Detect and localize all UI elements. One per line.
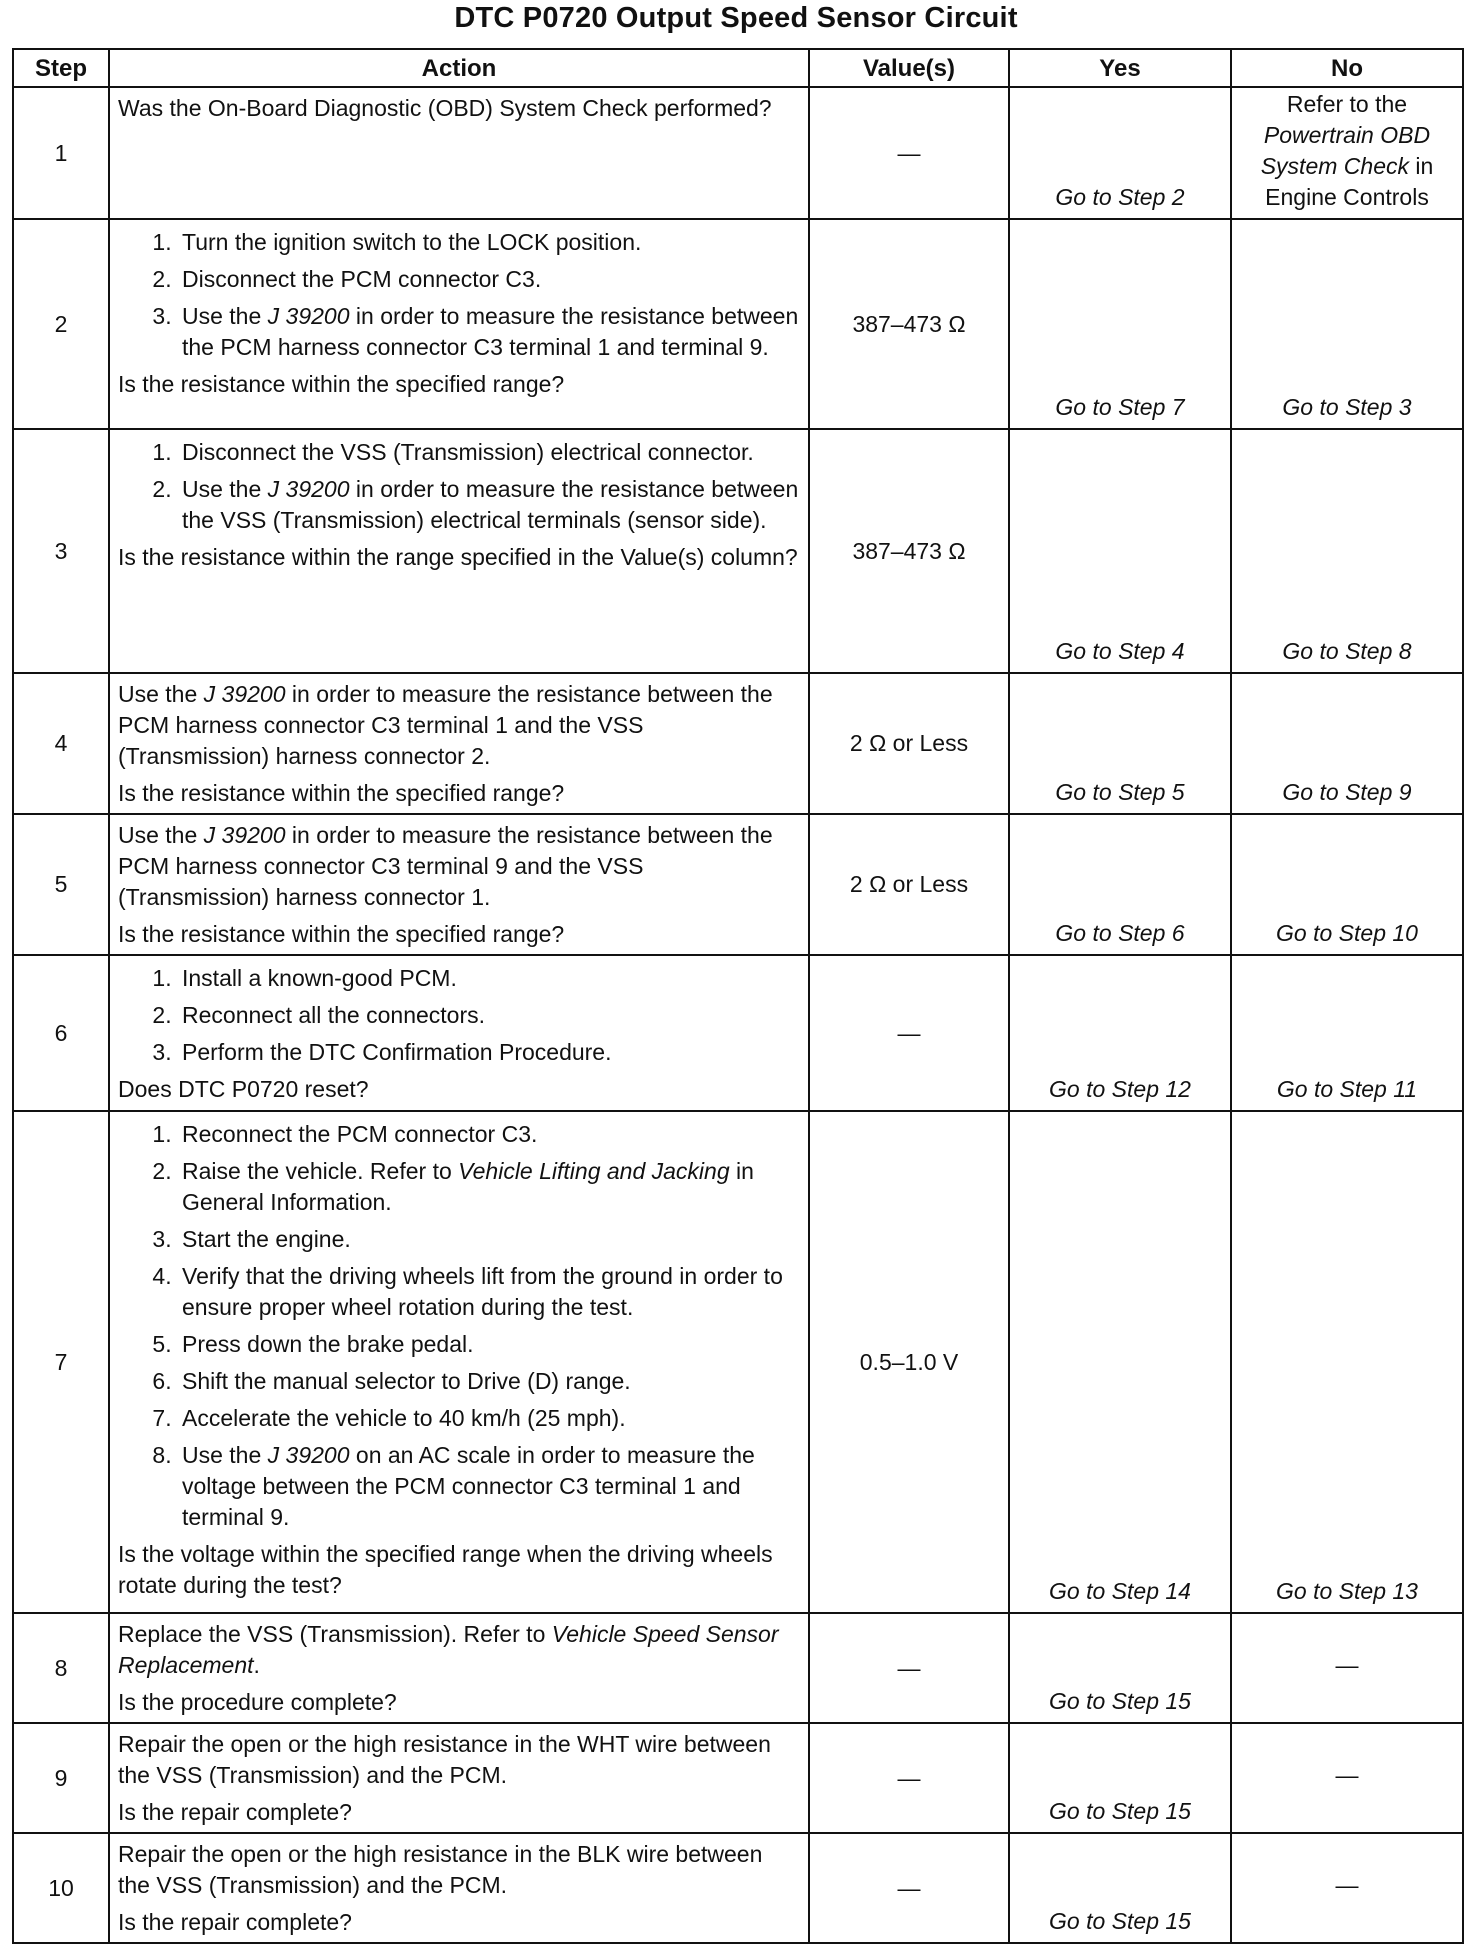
table-row xyxy=(13,1613,1463,1723)
table-row xyxy=(13,814,1463,955)
header-value: Value(s) xyxy=(809,49,1009,87)
procedure-step: 1. Install a known-good PCM. xyxy=(178,963,800,994)
procedure-list xyxy=(118,227,800,363)
no-ref-text: in xyxy=(1408,153,1434,179)
yes-cell: Go to Step 6 xyxy=(1009,814,1231,955)
no-cell: Go to Step 11 xyxy=(1231,955,1463,1111)
procedure-step: 6. Shift the manual selector to Drive (D) range. xyxy=(178,1366,800,1397)
action-question: Is the resistance within the specified range? xyxy=(118,371,565,397)
yes-cell: Go to Step 15 xyxy=(1009,1613,1231,1723)
action-question: Does DTC P0720 reset? xyxy=(118,1076,369,1102)
tool-name: J 39200 xyxy=(267,303,350,329)
no-cell: Go to Step 13 xyxy=(1231,1111,1463,1613)
no-cell: — xyxy=(1231,1723,1463,1833)
action-question: Is the repair complete? xyxy=(118,1909,352,1935)
action-question: Is the resistance within the specified range? xyxy=(118,921,565,947)
procedure-step: 2. Raise the vehicle. Refer to Vehicle Lifting and Jacking in General Information. xyxy=(178,1156,800,1218)
procedure-step: 4. Verify that the driving wheels lift from the ground in order to ensure proper wheel rotation during the test. xyxy=(178,1261,800,1323)
table-row xyxy=(13,87,1463,219)
action-cell xyxy=(109,1613,809,1723)
yes-cell: Go to Step 12 xyxy=(1009,955,1231,1111)
tool-name: J 39200 xyxy=(203,681,286,707)
reference-title: Vehicle Lifting and Jacking xyxy=(458,1158,730,1184)
action-cell xyxy=(109,673,809,814)
action-question: Is the repair complete? xyxy=(118,1799,352,1825)
table-row xyxy=(13,219,1463,429)
header-row xyxy=(13,49,1463,87)
no-ref-title: System Check xyxy=(1260,153,1409,179)
action-cell xyxy=(109,87,809,219)
action-text: Replace the VSS (Transmission). Refer to Vehicle Speed Sensor Replacement. xyxy=(118,1621,779,1678)
procedure-step: 2. Reconnect all the connectors. xyxy=(178,1000,800,1031)
value-cell: — xyxy=(809,1833,1009,1943)
yes-cell: Go to Step 14 xyxy=(1009,1111,1231,1613)
tool-name: J 39200 xyxy=(267,1442,350,1468)
value-cell: 387–473 Ω xyxy=(809,219,1009,429)
procedure-step: 2. Disconnect the PCM connector C3. xyxy=(178,264,800,295)
action-text: Use the J 39200 in order to measure the resistance between the PCM harness connector C3 terminal 1 and the VSS (Transmission) harness connector 2. xyxy=(118,681,773,769)
step-number: 8 xyxy=(13,1613,109,1723)
no-cell: Go to Step 9 xyxy=(1231,673,1463,814)
yes-cell: Go to Step 4 xyxy=(1009,429,1231,673)
procedure-step: 3. Perform the DTC Confirmation Procedure. xyxy=(178,1037,800,1068)
value-cell: — xyxy=(809,1613,1009,1723)
step-number: 9 xyxy=(13,1723,109,1833)
step-number: 1 xyxy=(13,87,109,219)
step-number: 2 xyxy=(13,219,109,429)
no-cell: — xyxy=(1231,1613,1463,1723)
procedure-list xyxy=(118,963,800,1068)
yes-cell: Go to Step 5 xyxy=(1009,673,1231,814)
value-cell: — xyxy=(809,955,1009,1111)
action-cell xyxy=(109,814,809,955)
action-cell xyxy=(109,429,809,673)
action-cell xyxy=(109,1723,809,1833)
header-no: No xyxy=(1231,49,1463,87)
no-cell: Go to Step 3 xyxy=(1231,219,1463,429)
value-cell: 387–473 Ω xyxy=(809,429,1009,673)
action-text: Repair the open or the high resistance in the WHT wire between the VSS (Transmission) and the PCM. xyxy=(118,1731,771,1788)
action-cell xyxy=(109,955,809,1111)
yes-cell: Go to Step 15 xyxy=(1009,1833,1231,1943)
action-text: Repair the open or the high resistance in the BLK wire between the VSS (Transmission) and the PCM. xyxy=(118,1841,763,1898)
step-number: 5 xyxy=(13,814,109,955)
yes-cell: Go to Step 15 xyxy=(1009,1723,1231,1833)
yes-cell: Go to Step 2 xyxy=(1009,87,1231,219)
action-question: Is the resistance within the specified range? xyxy=(118,780,565,806)
no-cell: Go to Step 8 xyxy=(1231,429,1463,673)
value-cell: 2 Ω or Less xyxy=(809,673,1009,814)
step-number: 10 xyxy=(13,1833,109,1943)
table-row xyxy=(13,1723,1463,1833)
procedure-step: 1. Reconnect the PCM connector C3. xyxy=(178,1119,800,1150)
procedure-step: 7. Accelerate the vehicle to 40 km/h (25 mph). xyxy=(178,1403,800,1434)
header-yes: Yes xyxy=(1009,49,1231,87)
no-ref-text: Refer to the xyxy=(1286,91,1408,117)
procedure-step: 3. Start the engine. xyxy=(178,1224,800,1255)
action-text: Use the J 39200 in order to measure the resistance between the PCM harness connector C3 terminal 9 and the VSS (Transmission) harness connector 1. xyxy=(118,822,773,910)
table-row xyxy=(13,955,1463,1111)
tool-name: J 39200 xyxy=(267,476,350,502)
no-cell xyxy=(1231,87,1463,219)
step-number: 6 xyxy=(13,955,109,1111)
no-cell: Go to Step 10 xyxy=(1231,814,1463,955)
action-cell xyxy=(109,1111,809,1613)
value-cell: — xyxy=(809,1723,1009,1833)
step-number: 7 xyxy=(13,1111,109,1613)
header-action: Action xyxy=(109,49,809,87)
step-number: 4 xyxy=(13,673,109,814)
no-cell: — xyxy=(1231,1833,1463,1943)
yes-cell: Go to Step 7 xyxy=(1009,219,1231,429)
action-question: Is the resistance within the range specified in the Value(s) column? xyxy=(118,544,798,570)
procedure-step: 1. Disconnect the VSS (Transmission) electrical connector. xyxy=(178,437,800,468)
diagnostic-table xyxy=(12,48,1464,1944)
procedure-step: 1. Turn the ignition switch to the LOCK position. xyxy=(178,227,800,258)
step-number: 3 xyxy=(13,429,109,673)
tool-name: J 39200 xyxy=(203,822,286,848)
no-ref-title: Powertrain OBD xyxy=(1263,122,1431,148)
value-cell: — xyxy=(809,87,1009,219)
page-title: DTC P0720 Output Speed Sensor Circuit xyxy=(454,2,1018,34)
procedure-list xyxy=(118,1119,800,1533)
value-cell: 0.5–1.0 V xyxy=(809,1111,1009,1613)
value-cell: 2 Ω or Less xyxy=(809,814,1009,955)
action-question: Is the voltage within the specified range when the driving wheels rotate during the test? xyxy=(118,1541,773,1598)
reference-title: Vehicle Speed Sensor Replacement xyxy=(118,1621,779,1678)
action-question: Was the On-Board Diagnostic (OBD) System Check performed? xyxy=(118,95,772,121)
action-cell xyxy=(109,1833,809,1943)
table-row xyxy=(13,1833,1463,1943)
procedure-step: 5. Press down the brake pedal. xyxy=(178,1329,800,1360)
action-question: Is the procedure complete? xyxy=(118,1689,397,1715)
table-row xyxy=(13,429,1463,673)
table-row xyxy=(13,673,1463,814)
no-ref-text: Engine Controls xyxy=(1265,184,1429,210)
procedure-step: 3. Use the J 39200 in order to measure the resistance between the PCM harness connector C3 terminal 1 and terminal 9. xyxy=(178,301,800,363)
table-row xyxy=(13,1111,1463,1613)
procedure-step: 8. Use the J 39200 on an AC scale in order to measure the voltage between the PCM connector C3 terminal 1 and terminal 9. xyxy=(178,1440,800,1533)
procedure-step: 2. Use the J 39200 in order to measure the resistance between the VSS (Transmission) electrical terminals (sensor side). xyxy=(178,474,800,536)
procedure-list xyxy=(118,437,800,536)
action-cell xyxy=(109,219,809,429)
header-step: Step xyxy=(13,49,109,87)
